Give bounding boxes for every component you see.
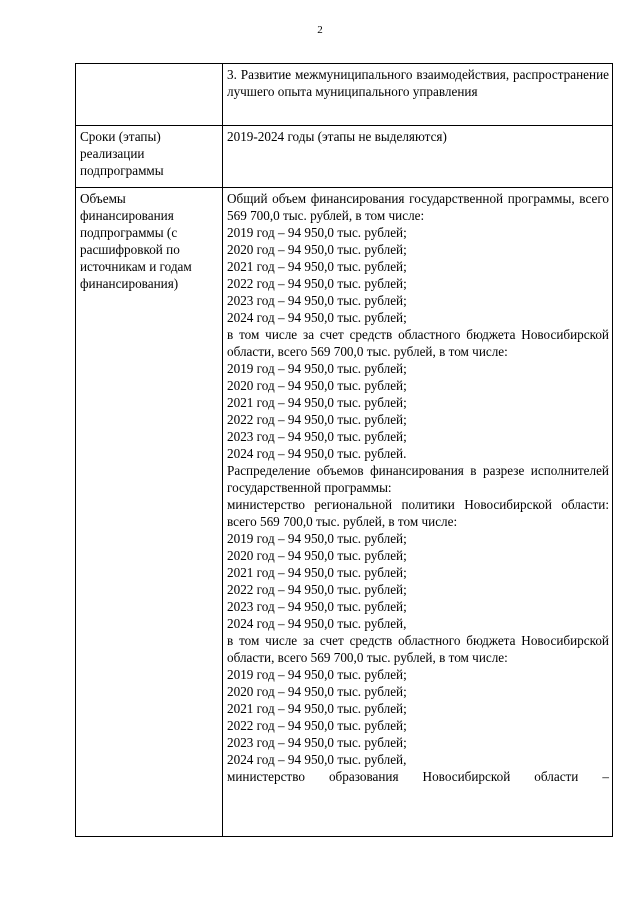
row-value-cell — [223, 188, 613, 837]
passport-table — [75, 63, 613, 837]
table-row — [76, 126, 613, 188]
year-line: 2024 год – 94 950,0 тыс. рублей, — [227, 616, 407, 631]
row-value-cell: 3. Развитие межмуниципального взаимодействия, распространение лучшего опыта муниципального управления — [223, 64, 613, 126]
year-line: 2023 год – 94 950,0 тыс. рублей; — [227, 599, 407, 614]
year-line: 2020 год – 94 950,0 тыс. рублей; — [227, 242, 407, 257]
ministry-regional-policy-text: министерство региональной политики Новосибирской области: всего 569 700,0 тыс. рублей, в том числе: — [227, 497, 609, 529]
year-line: 2019 год – 94 950,0 тыс. рублей; — [227, 225, 407, 240]
funding-total-text: Общий объем финансирования государственной программы, всего 569 700,0 тыс. рублей, в том числе: — [227, 191, 609, 223]
year-line: 2021 год – 94 950,0 тыс. рублей; — [227, 565, 407, 580]
year-line: 2022 год – 94 950,0 тыс. рублей; — [227, 582, 407, 597]
year-line: 2024 год – 94 950,0 тыс. рублей. — [227, 446, 407, 461]
ministry-education-text: министерство образования Новосибирской области – — [227, 769, 609, 784]
table-row — [76, 64, 613, 126]
year-line: 2023 год – 94 950,0 тыс. рублей; — [227, 429, 407, 444]
year-line: 2023 год – 94 950,0 тыс. рублей; — [227, 735, 407, 750]
year-line: 2019 год – 94 950,0 тыс. рублей; — [227, 531, 407, 546]
year-line: 2024 год – 94 950,0 тыс. рублей, — [227, 752, 407, 767]
year-line: 2024 год – 94 950,0 тыс. рублей; — [227, 310, 407, 325]
year-line: 2022 год – 94 950,0 тыс. рублей; — [227, 276, 407, 291]
year-line: 2023 год – 94 950,0 тыс. рублей; — [227, 293, 407, 308]
year-line: 2019 год – 94 950,0 тыс. рублей; — [227, 361, 407, 376]
row-label-cell: Сроки (этапы) реализации подпрограммы — [76, 126, 223, 188]
year-line: 2021 год – 94 950,0 тыс. рублей; — [227, 395, 407, 410]
row-value-cell: 2019-2024 годы (этапы не выделяются) — [223, 126, 613, 188]
table-row — [76, 188, 613, 837]
year-line: 2020 год – 94 950,0 тыс. рублей; — [227, 684, 407, 699]
year-line: 2020 год – 94 950,0 тыс. рублей; — [227, 378, 407, 393]
row-label-cell: Объемы финансирования подпрограммы (с расшифровкой по источникам и годам финансирования) — [76, 188, 223, 837]
page-number: 2 — [317, 24, 323, 36]
year-line: 2019 год – 94 950,0 тыс. рублей; — [227, 667, 407, 682]
year-line: 2021 год – 94 950,0 тыс. рублей; — [227, 259, 407, 274]
row-label-cell — [76, 64, 223, 126]
year-line: 2020 год – 94 950,0 тыс. рублей; — [227, 548, 407, 563]
year-line: 2021 год – 94 950,0 тыс. рублей; — [227, 701, 407, 716]
year-line: 2022 год – 94 950,0 тыс. рублей; — [227, 412, 407, 427]
regional-budget-text: в том числе за счет средств областного бюджета Новосибирской области, всего 569 700,0 тыс. рублей, в том числе: — [227, 633, 609, 665]
regional-budget-text: в том числе за счет средств областного бюджета Новосибирской области, всего 569 700,0 тыс. рублей, в том числе: — [227, 327, 609, 359]
distribution-text: Распределение объемов финансирования в разрезе исполнителей государственной программы: — [227, 463, 609, 495]
year-line: 2022 год – 94 950,0 тыс. рублей; — [227, 718, 407, 733]
